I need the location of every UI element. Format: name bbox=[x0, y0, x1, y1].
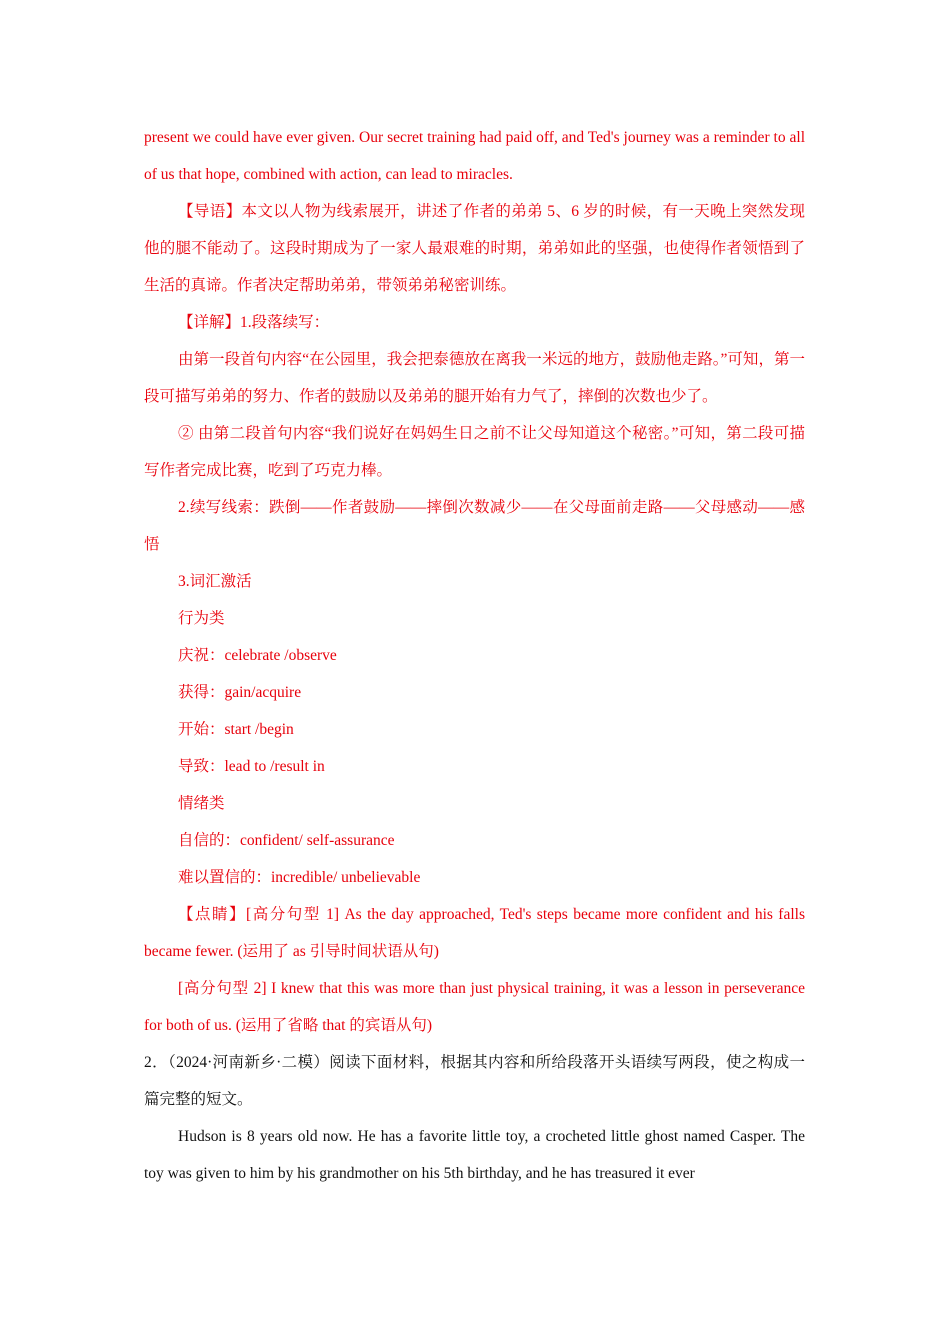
answer-tail-paragraph: present we could have ever given. Our secret training had paid off, and Ted's journey was a reminder to all of us that hope, combined with action, can lead to miracles. bbox=[144, 129, 805, 183]
vocab-item: 情绪类 bbox=[178, 795, 225, 812]
vocab-item: 开始：start /begin bbox=[178, 721, 294, 738]
question-2-prompt: 2．（2024·河南新乡·二模）阅读下面材料，根据其内容和所给段落开头语续写两段，使之构成一篇完整的短文。 bbox=[144, 1054, 805, 1108]
vocab-item: 获得：gain/acquire bbox=[178, 684, 302, 701]
detail-heading: 【详解】1.段落续写： bbox=[178, 314, 330, 331]
vocab-item: 难以置信的：incredible/ unbelievable bbox=[178, 869, 421, 886]
highlight-sentence-1: 【点睛】[高分句型 1] As the day approached, Ted's steps became more confident and his falls became fewer. (运用了 as 引导时间状语从句) bbox=[144, 906, 805, 960]
intro-paragraph: 【导语】本文以人物为线索展开，讲述了作者的弟弟 5、6 岁的时候，有一天晚上突然发现他的腿不能动了。这段时期成为了一家人最艰难的时期，弟弟如此的坚强，也使得作者领悟到了生活的真谛。作者决定帮助弟弟，带领弟弟秘密训练。 bbox=[144, 203, 805, 294]
question-2-passage: Hudson is 8 years old now. He has a favorite little toy, a crocheted little ghost named Casper. The toy was given to him by his grandmother on his 5th birthday, and he has treasured it ever bbox=[144, 1128, 805, 1182]
vocab-item: 导致：lead to /result in bbox=[178, 758, 325, 775]
vocab-item: 行为类 bbox=[178, 610, 225, 627]
writing-clue: 2.续写线索：跌倒——作者鼓励——摔倒次数减少——在父母面前走路——父母感动——感悟 bbox=[144, 499, 805, 553]
vocab-heading: 3.词汇激活 bbox=[178, 573, 252, 590]
detail-paragraph-2: ② 由第二段首句内容“我们说好在妈妈生日之前不让父母知道这个秘密。”可知，第二段可描写作者完成比赛，吃到了巧克力棒。 bbox=[144, 425, 805, 479]
vocab-item: 庆祝：celebrate /observe bbox=[178, 647, 337, 664]
highlight-sentence-2: [高分句型 2] I knew that this was more than just physical training, it was a lesson in perseverance for both of us. (运用了省略 that 的宾语从句) bbox=[144, 980, 805, 1034]
page-content bbox=[144, 119, 805, 1192]
detail-paragraph-1: 由第一段首句内容“在公园里，我会把泰德放在离我一米远的地方，鼓励他走路。”可知，第一段可描写弟弟的努力、作者的鼓励以及弟弟的腿开始有力气了，摔倒的次数也少了。 bbox=[144, 351, 805, 405]
vocab-item: 自信的：confident/ self-assurance bbox=[178, 832, 395, 849]
